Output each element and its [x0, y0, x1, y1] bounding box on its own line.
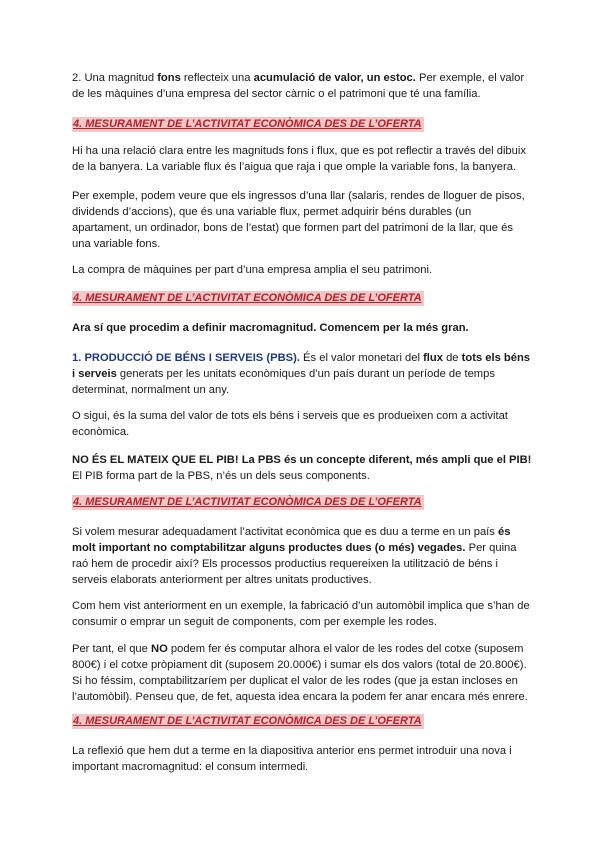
paragraph-definir-macromagnitud: Ara sí que procedim a definir macromagnitud. Comencem per la més gran. [72, 322, 469, 334]
paragraph-no-es-pib: NO ÉS EL MATEIX QUE EL PIB! La PBS és un concepte diferent, més ampli que el PIB! El PIB forma part de la PBS, n’és un dels seus components. [72, 454, 532, 482]
paragraph-exemple-llar: Per exemple, podem veure que els ingressos d’una llar (salaris, rendes de lloguer de pisos, dividends d’accions), que és una variable flux, permet adquirir béns durables (un apartament, un ordinador, bons de l’estat) que formen part del patrimoni de la llar, que és una variable fons. [72, 190, 525, 250]
section-heading: 4. MESURAMENT DE L’ACTIVITAT ECONÒMICA DES DE L’OFERTA [73, 496, 422, 508]
section-heading: 4. MESURAMENT DE L’ACTIVITAT ECONÒMICA DES DE L’OFERTA [73, 292, 422, 304]
section-heading: 4. MESURAMENT DE L’ACTIVITAT ECONÒMICA DES DE L’OFERTA [73, 715, 422, 727]
paragraph-doble-comptabilitzacio: Si volem mesurar adequadament l’activitat econòmica que es duu a terme en un país és molt important no comptabilitzar alguns productes dues (o més) vegades. Per quina raó hem de procedir així? Els processos productius requereixen la utilització de béns i serveis elaborats anteriorment per altres unitats productives. [72, 526, 517, 586]
paragraph-banyera: Hi ha una relació clara entre les magnituds fons i flux, que es pot reflectir a través del dibuix de la banyera. La variable flux és l’aigua que raja i que omple la variable fons, la banyera. [72, 145, 526, 173]
paragraph-compra-maquines: La compra de màquines per part d’una empresa amplia el seu patrimoni. [72, 264, 433, 276]
paragraph-consum-intermedi: La reflexió que hem dut a terme en la diapositiva anterior ens permet introduir una nova i important macromagnitud: el consum intermedi. [72, 745, 512, 773]
paragraph-pbs-definition: 1. PRODUCCIÓ DE BÉNS I SERVEIS (PBS). És el valor monetari del flux de tots els béns i serveis generats per les unitats econòmiques d’un país durant un període de temps determinat, normalment un any. [72, 352, 531, 396]
paragraph-fons: 2. Una magnitud fons reflecteix una acumulació de valor, un estoc. Per exemple, el valor de les màquines d’una empresa del sector càrnic o el patrimoni que té una família. [72, 72, 525, 100]
section-heading: 4. MESURAMENT DE L’ACTIVITAT ECONÒMICA DES DE L’OFERTA [73, 118, 422, 130]
paragraph-rodes-cotxe: Per tant, el que NO podem fer és computar alhora el valor de les rodes del cotxe (suposem 800€) i el cotxe pròpiament dit (suposem 20.000€) i sumar els dos valors (total de 20.800€). Si ho féssim, comptabilitzaríem per duplicat el valor de les rodes (que ja estan incloses en l’automòbil). Penseu que, de fet, aquesta idea encara la podem fer anar encara més enrere. [72, 643, 528, 703]
paragraph-suma-valor: O sigui, és la suma del valor de tots els béns i serveis que es produeixen com a activitat econòmica. [72, 410, 508, 438]
paragraph-automobil: Com hem vist anteriorment en un exemple, la fabricació d’un automòbil implica que s’han de consumir o emprar un seguit de components, com per exemple les rodes. [72, 600, 530, 628]
